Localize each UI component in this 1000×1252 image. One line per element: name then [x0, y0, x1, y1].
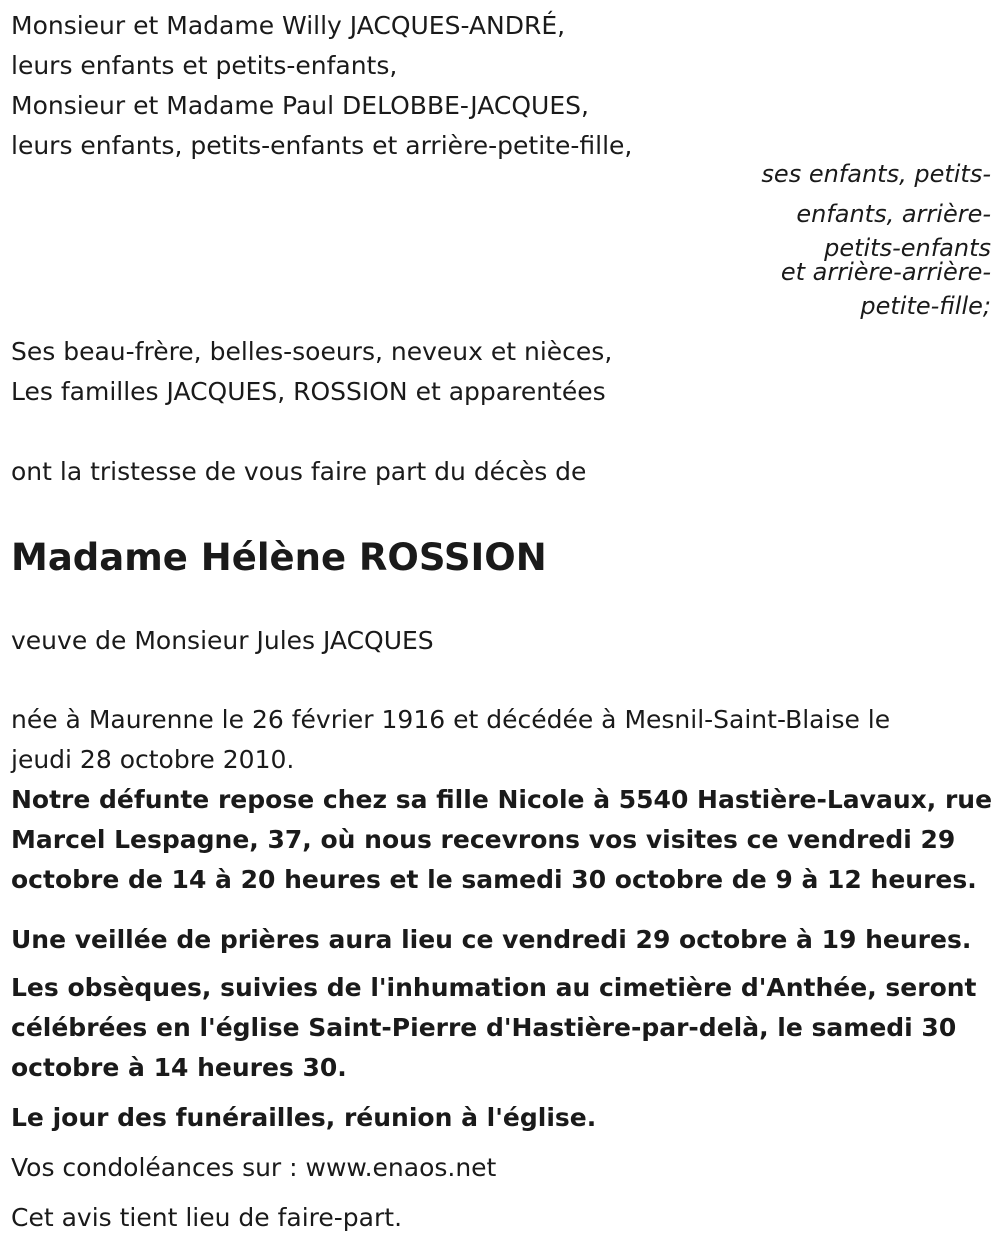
aside-line: ses enfants, petits-: [761, 160, 991, 188]
family-list-top: [11, 6, 632, 166]
widow-of: [11, 621, 434, 661]
vigil-line: Une veillée de prières aura lieu ce vendredi 29 octobre à 19 heures.: [11, 925, 972, 954]
deceased-name: [11, 532, 547, 584]
birth-death-line: jeudi 28 octobre 2010.: [11, 745, 295, 774]
funeral-info: [11, 968, 977, 1088]
repose-line: Marcel Lespagne, 37, où nous recevrons vos visites ce vendredi 29: [11, 825, 956, 854]
funeral-line: Les obsèques, suivies de l'inhumation au cimetière d'Anthée, seront: [11, 973, 977, 1002]
family-line: leurs enfants et petits-enfants,: [11, 51, 398, 80]
family-list-extended: [11, 332, 612, 412]
funeral-line: célébrées en l'église Saint-Pierre d'Hastière-par-delà, le samedi 30: [11, 1013, 957, 1042]
announcement-text: [11, 452, 586, 492]
meeting-line: Le jour des funérailles, réunion à l'église.: [11, 1103, 597, 1132]
aside-line: enfants, arrière-: [796, 200, 991, 228]
family-line: Les familles JACQUES, ROSSION et apparentées: [11, 377, 606, 406]
aside-line: et arrière-arrière-: [780, 258, 991, 286]
announcement-line: ont la tristesse de vous faire part du décès de: [11, 457, 587, 486]
notice-footer: [11, 1198, 402, 1238]
birth-death-line: née à Maurenne le 26 février 1916 et décédée à Mesnil-Saint-Blaise le: [11, 705, 891, 734]
family-line: Ses beau-frère, belles-soeurs, neveux et nièces,: [11, 337, 613, 366]
family-line: Monsieur et Madame Paul DELOBBE-JACQUES,: [11, 91, 589, 120]
repose-info: [11, 780, 992, 900]
condolences-line: Vos condoléances sur : www.enaos.net: [11, 1153, 497, 1182]
family-line: Monsieur et Madame Willy JACQUES-ANDRÉ,: [11, 11, 566, 40]
deceased-name-text: Madame Hélène ROSSION: [11, 536, 547, 579]
repose-line: Notre défunte repose chez sa fille Nicole à 5540 Hastière-Lavaux, rue: [11, 785, 993, 814]
meeting-info: [11, 1098, 596, 1138]
family-line: leurs enfants, petits-enfants et arrière-petite-fille,: [11, 131, 633, 160]
repose-line: octobre de 14 à 20 heures et le samedi 30 octobre de 9 à 12 heures.: [11, 865, 977, 894]
funeral-line: octobre à 14 heures 30.: [11, 1053, 347, 1082]
condolences-info: [11, 1148, 496, 1188]
widow-of-text: veuve de Monsieur Jules JACQUES: [11, 626, 434, 655]
grandchildren-aside: [731, 154, 991, 326]
aside-line: petits-enfants: [824, 234, 991, 262]
vigil-info: [11, 920, 971, 960]
birth-death-info: [11, 700, 991, 780]
notice-line: Cet avis tient lieu de faire-part.: [11, 1203, 403, 1232]
aside-line: petite-fille;: [860, 292, 991, 320]
